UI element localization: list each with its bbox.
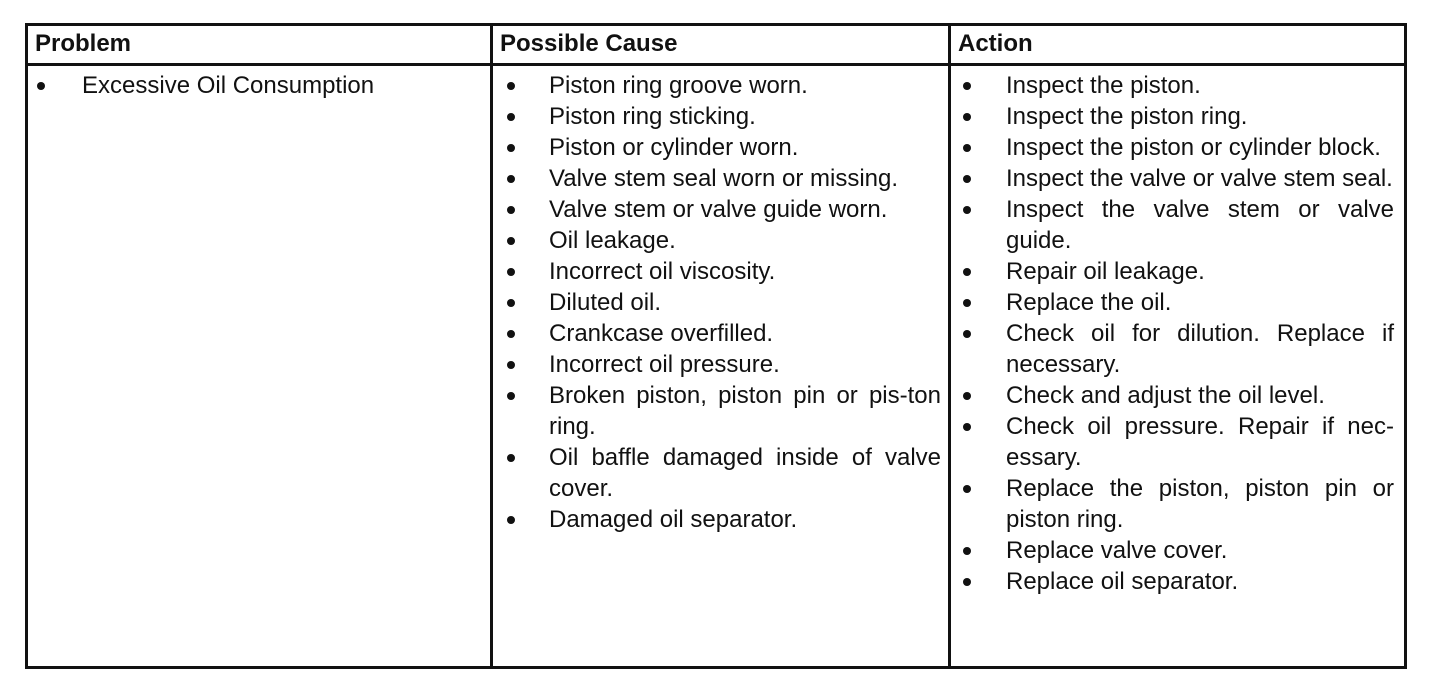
action-item: Inspect the valve stem or valve guide. (951, 194, 1394, 256)
bullet-icon (507, 268, 515, 276)
cause-column (490, 26, 951, 666)
cause-item: Oil leakage. (493, 225, 941, 256)
cause-item: Valve stem seal worn or missing. (493, 163, 941, 194)
bullet-icon (963, 299, 971, 307)
cause-cell (493, 66, 951, 666)
problem-list (28, 70, 490, 101)
action-cell (951, 66, 1404, 666)
cause-item: Crankcase overfilled. (493, 318, 941, 349)
action-list (951, 70, 1394, 597)
bullet-icon (507, 454, 515, 462)
cause-item: Piston ring sticking. (493, 101, 941, 132)
bullet-icon (963, 175, 971, 183)
action-item: Check and adjust the oil level. (951, 380, 1394, 411)
action-item: Replace the oil. (951, 287, 1394, 318)
bullet-icon (507, 299, 515, 307)
bullet-icon (507, 113, 515, 121)
cause-list (493, 70, 941, 535)
problem-header: Problem (28, 26, 490, 66)
bullet-icon (963, 113, 971, 121)
bullet-icon (963, 485, 971, 493)
action-item: Replace oil separator. (951, 566, 1394, 597)
cause-header: Possible Cause (493, 26, 951, 66)
bullet-icon (507, 144, 515, 152)
action-header: Action (951, 26, 1404, 66)
action-item: Check oil pressure. Repair if nec-essary. (951, 411, 1394, 473)
cause-item: Valve stem or valve guide worn. (493, 194, 941, 225)
bullet-icon (963, 144, 971, 152)
bullet-icon (963, 206, 971, 214)
action-column (948, 26, 1404, 666)
cause-item: Broken piston, piston pin or pis-ton ring. (493, 380, 941, 442)
problem-item: Excessive Oil Consumption (28, 70, 490, 101)
bullet-icon (507, 361, 515, 369)
cause-item: Diluted oil. (493, 287, 941, 318)
action-item: Repair oil leakage. (951, 256, 1394, 287)
bullet-icon (507, 330, 515, 338)
action-item: Replace the piston, piston pin or piston ring. (951, 473, 1394, 535)
cause-item: Incorrect oil pressure. (493, 349, 941, 380)
bullet-icon (37, 82, 45, 90)
troubleshooting-table (25, 23, 1407, 669)
cause-item: Piston or cylinder worn. (493, 132, 941, 163)
action-item: Inspect the piston. (951, 70, 1394, 101)
cause-item: Oil baffle damaged inside of valve cover. (493, 442, 941, 504)
bullet-icon (963, 392, 971, 400)
bullet-icon (963, 423, 971, 431)
problem-cell (28, 66, 490, 666)
cause-item: Piston ring groove worn. (493, 70, 941, 101)
bullet-icon (507, 206, 515, 214)
bullet-icon (507, 237, 515, 245)
action-item: Inspect the valve or valve stem seal. (951, 163, 1394, 194)
bullet-icon (963, 82, 971, 90)
bullet-icon (963, 547, 971, 555)
bullet-icon (963, 268, 971, 276)
bullet-icon (507, 516, 515, 524)
problem-column (28, 26, 490, 666)
action-item: Replace valve cover. (951, 535, 1394, 566)
cause-item: Incorrect oil viscosity. (493, 256, 941, 287)
bullet-icon (963, 330, 971, 338)
bullet-icon (507, 175, 515, 183)
bullet-icon (507, 392, 515, 400)
bullet-icon (963, 578, 971, 586)
action-item: Inspect the piston or cylinder block. (951, 132, 1394, 163)
action-item: Check oil for dilution. Replace if necessary. (951, 318, 1394, 380)
action-item: Inspect the piston ring. (951, 101, 1394, 132)
cause-item: Damaged oil separator. (493, 504, 941, 535)
bullet-icon (507, 82, 515, 90)
